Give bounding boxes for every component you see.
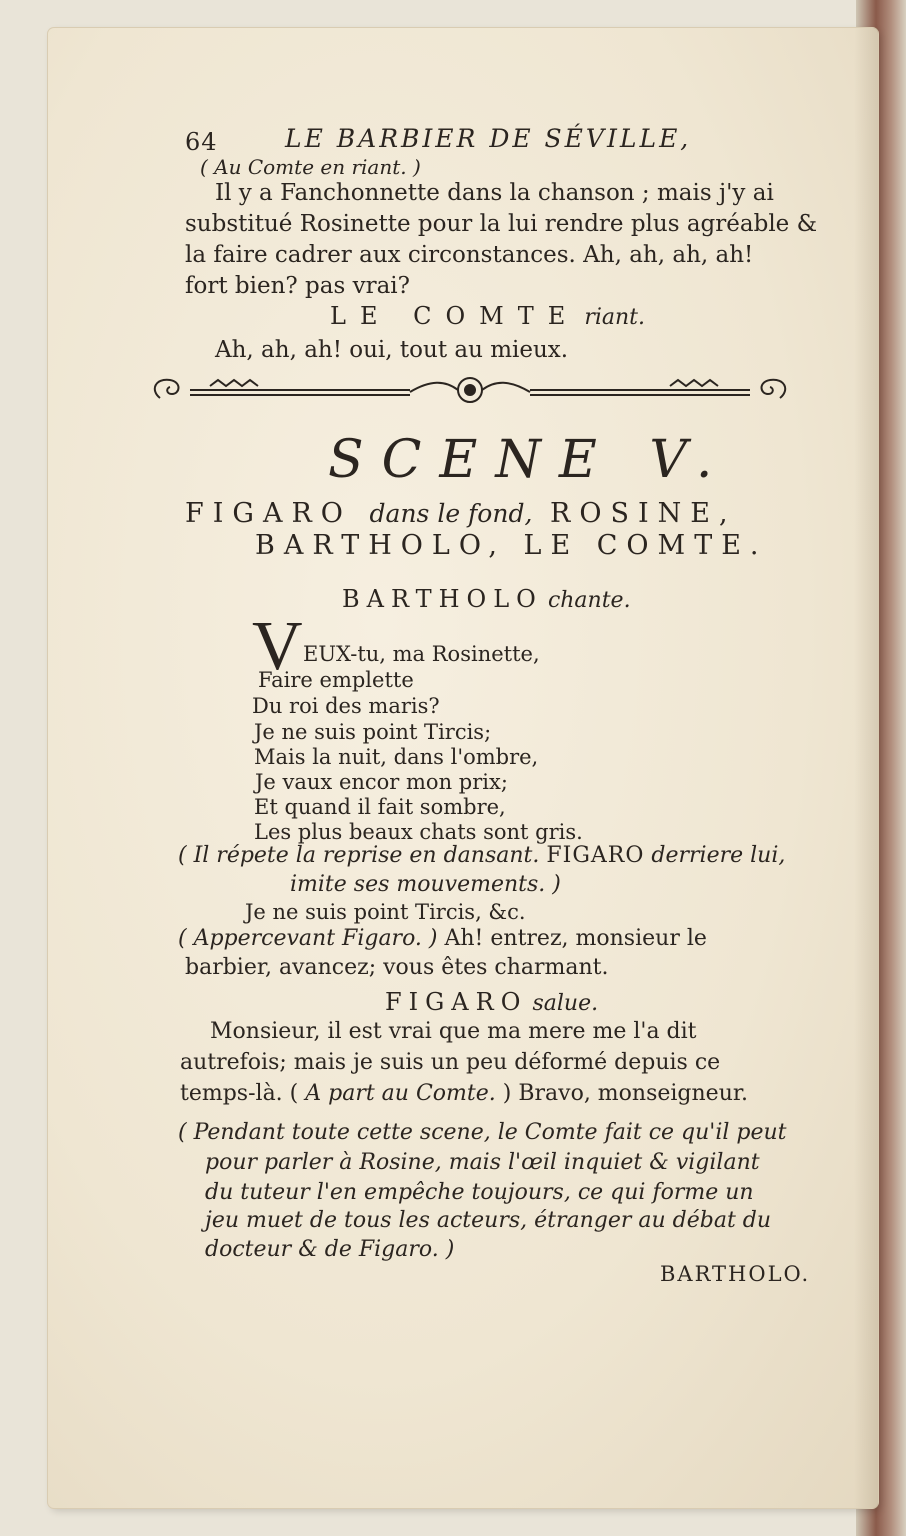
song-line: Du roi des maris? [252,694,440,718]
text-line: autrefois; mais je suis un peu déformé depuis ce [180,1050,721,1075]
song-line: EUX-tu, ma Rosinette, [303,642,540,666]
text-line: Monsieur, il est vrai que ma mere me l'a dit [210,1019,697,1044]
running-title: LE BARBIER DE SÉVILLE, [285,124,692,153]
stage-direction: du tuteur l'en empêche toujours, ce qui forme un [205,1180,754,1205]
cast-name-figaro: FIGARO [185,498,352,529]
text-line: Ah, ah, ah! oui, tout au mieux. [215,337,569,363]
speaker-heading [342,585,631,613]
speaker-heading [385,988,598,1016]
stage-direction: jeu muet de tous les acteurs, étranger au débat du [205,1208,772,1233]
speaker-name: BARTHOLO [342,585,543,613]
text-line: barbier, avancez; vous êtes charmant. [185,955,609,980]
dialogue-text: Ah! entrez, monsieur le [444,926,707,951]
page-number: 64 [185,128,218,156]
stage-text: derriere lui, [651,843,786,868]
stage-direction: docteur & de Figaro. ) [205,1237,455,1262]
text-line [180,1081,748,1106]
song-line: Faire emplette [258,668,414,692]
stage-direction: ( Au Comte en riant. ) [200,155,421,179]
speaker-direction: chante. [547,588,631,613]
stage-direction: imite ses mouvements. ) [290,872,561,897]
text-line: fort bien? pas vrai? [185,273,410,299]
cast-line: BARTHOLO, LE COMTE. [255,530,768,561]
character-name: FIGARO [546,843,645,868]
stage-text: ( Appercevant Figaro. ) [178,926,438,951]
song-line: Et quand il fait sombre, [254,795,506,819]
ornamental-rule-icon [150,350,790,410]
stage-text: A part au Comte. [305,1081,496,1106]
speaker-direction: riant. [584,305,645,330]
cast-name-rosine: ROSINE, [550,498,737,529]
stage-direction [178,843,785,868]
text-line [178,926,707,951]
dialogue-text: temps-là. ( [180,1081,299,1106]
text-line: Il y a Fanchonnette dans la chanson ; mais j'y ai [215,180,774,206]
stage-text: ( Il répete la reprise en dansant. [178,843,540,868]
stage-direction: ( Pendant toute cette scene, le Comte fait ce qu'il peut [178,1120,787,1145]
speaker-direction: salue. [532,991,599,1016]
page-edge-shadow [854,28,878,1508]
song-line: Les plus beaux chats sont gris. [254,820,583,844]
speaker-name: LE COMTE [330,302,580,330]
song-line: Je vaux encor mon prix; [255,770,508,794]
text-line: substitué Rosinette pour la lui rendre plus agréable & [185,211,818,237]
text-line: la faire cadrer aux circonstances. Ah, ah, ah, ah! [185,242,754,268]
dialogue-text: ) Bravo, monseigneur. [502,1081,748,1106]
song-line: Mais la nuit, dans l'ombre, [254,745,539,769]
speaker-name: FIGARO [385,988,528,1016]
cast-direction: dans le fond, [369,499,533,528]
scene-title: SCENE V. [328,430,731,490]
stage-direction: pour parler à Rosine, mais l'œil inquiet & vigilant [205,1150,760,1175]
speaker-heading [330,302,645,330]
song-line: Je ne suis point Tircis; [254,720,492,744]
catchword: BARTHOLO. [660,1262,811,1286]
drop-cap: V [252,608,303,685]
cast-line [185,498,737,529]
song-line: Je ne suis point Tircis, &c. [245,900,526,924]
